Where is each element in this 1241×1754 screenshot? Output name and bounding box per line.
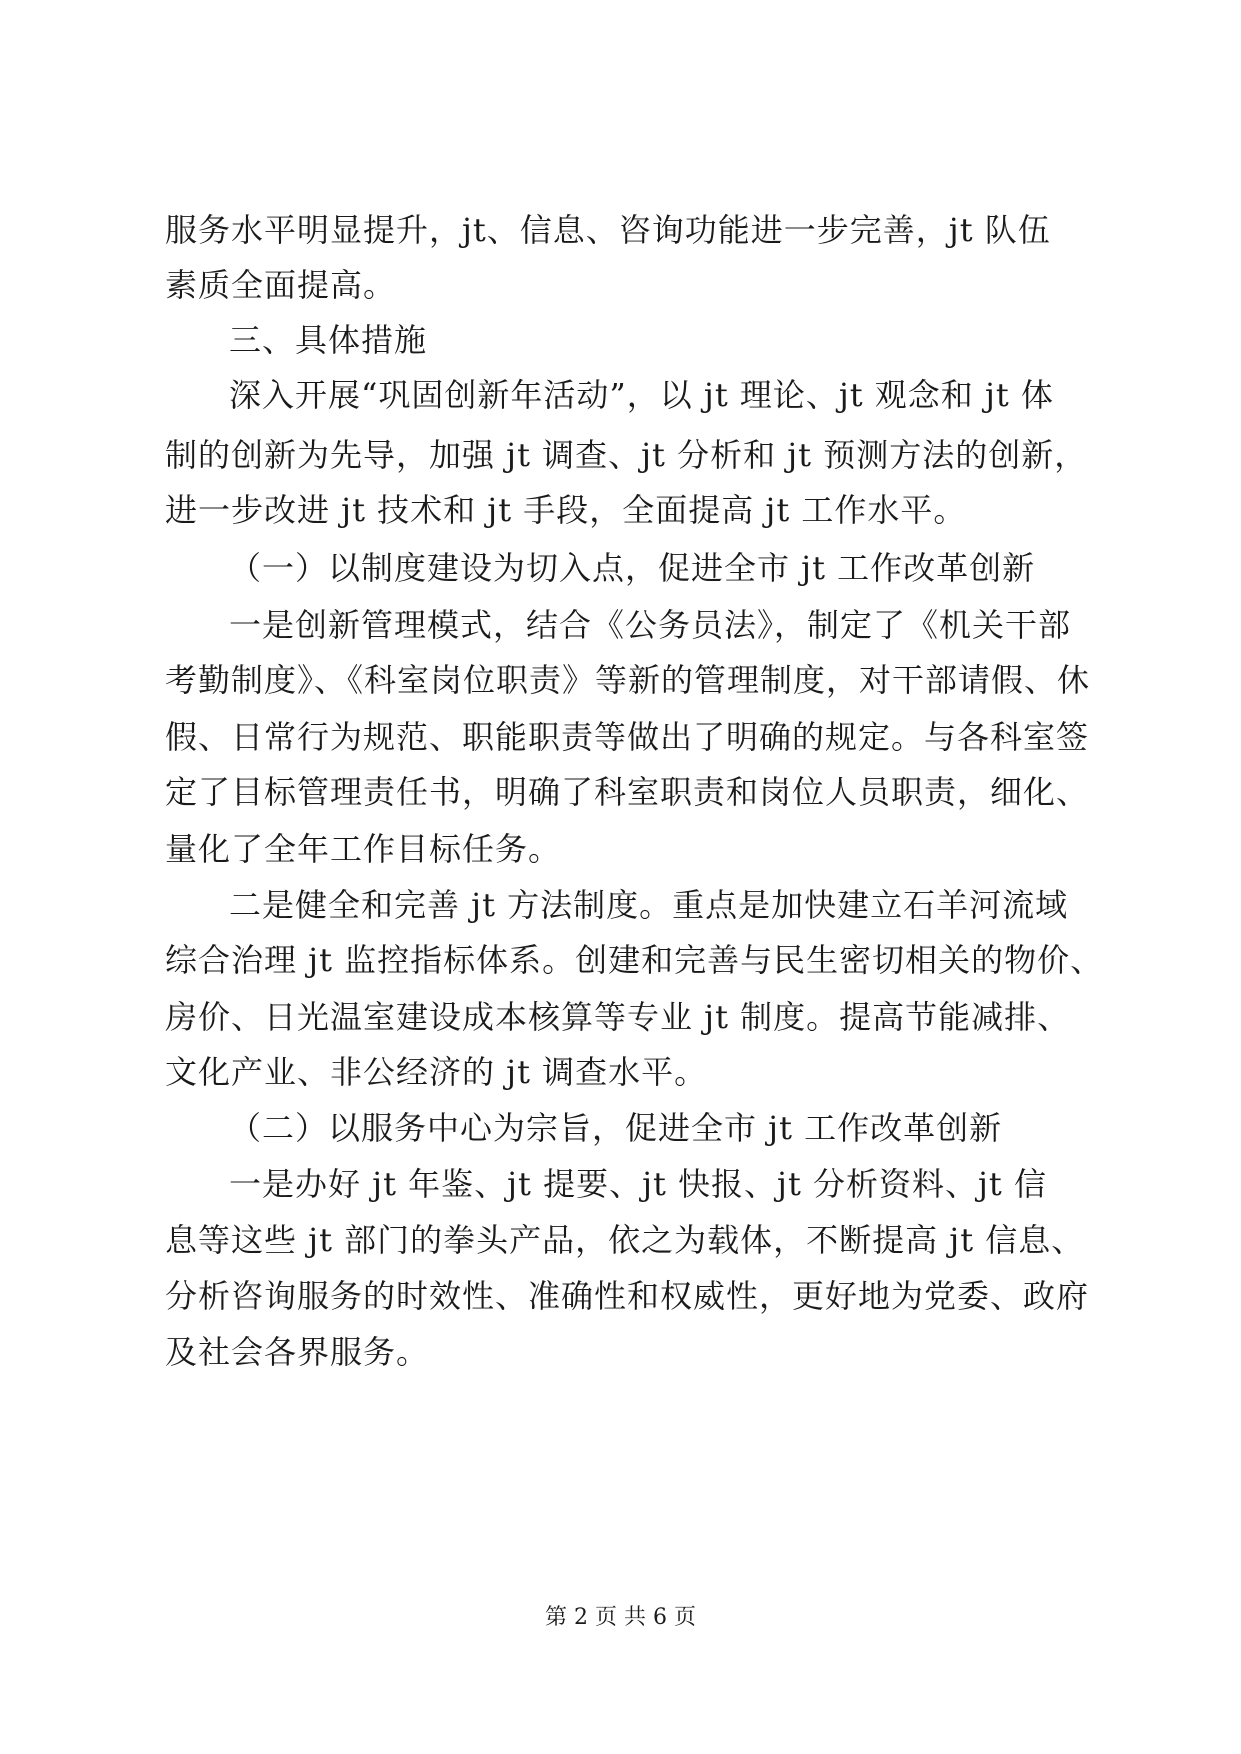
paragraph-line: 制的创新为先导，加强 jt 调查、jt 分析和 jt 预测方法的创新， [165, 436, 1088, 474]
subsection-heading: （一）以制度建设为切入点，促进全市 jt 工作改革创新 [229, 549, 1036, 587]
paragraph-line: 二是健全和完善 jt 方法制度。重点是加快建立石羊河流域 [229, 886, 1069, 924]
page-number-footer: 第 2 页 共 6 页 [545, 1605, 696, 1630]
paragraph-line: 分析咨询服务的时效性、准确性和权威性，更好地为党委、政府 [165, 1277, 1090, 1315]
paragraph-line: 及社会各界服务。 [165, 1333, 430, 1371]
paragraph-line: 定了目标管理责任书，明确了科室职责和岗位人员职责，细化、 [165, 773, 1090, 811]
paragraph-line: 假、日常行为规范、职能职责等做出了明确的规定。与各科室签 [165, 718, 1090, 756]
paragraph-line: 进一步改进 jt 技术和 jt 手段，全面提高 jt 工作水平。 [165, 491, 967, 529]
paragraph-line: 一是办好 jt 年鉴、jt 提要、jt 快报、jt 分析资料、jt 信 [229, 1165, 1047, 1203]
paragraph-line: 考勤制度》、《科室岗位职责》等新的管理制度，对干部请假、休 [165, 661, 1091, 699]
section-heading: 三、具体措施 [229, 321, 428, 359]
paragraph-line: 一是创新管理模式，结合《公务员法》，制定了《机关干部 [229, 606, 1072, 644]
paragraph-line: 深入开展“巩固创新年活动”，以 jt 理论、jt 观念和 jt 体 [229, 376, 1054, 414]
paragraph-line: 素质全面提高。 [165, 266, 397, 304]
subsection-heading: （二）以服务中心为宗旨，促进全市 jt 工作改革创新 [229, 1109, 1003, 1147]
paragraph-line: 综合治理 jt 监控指标体系。创建和完善与民生密切相关的物价、 [165, 941, 1104, 979]
paragraph-line: 服务水平明显提升，jt、信息、咨询功能进一步完善，jt 队伍 [165, 211, 1051, 249]
paragraph-line: 息等这些 jt 部门的拳头产品，依之为载体，不断提高 jt 信息、 [165, 1221, 1085, 1259]
paragraph-line: 量化了全年工作目标任务。 [165, 830, 562, 868]
paragraph-line: 文化产业、非公经济的 jt 调查水平。 [165, 1053, 708, 1091]
paragraph-line: 房价、日光温室建设成本核算等专业 jt 制度。提高节能减排、 [165, 998, 1071, 1036]
